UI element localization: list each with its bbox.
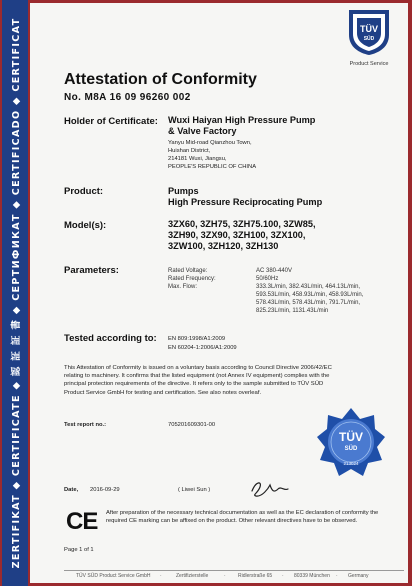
date-label: Date, — [64, 487, 79, 493]
holder-name-line2: & Valve Factory — [168, 126, 237, 136]
ce-mark-text: CE — [66, 508, 98, 533]
seal-number-text: 213024 — [343, 461, 359, 466]
product-line1: Pumps — [168, 186, 199, 196]
param-rated-voltage-value: AC 380-440V — [256, 268, 293, 274]
holder-address-line: PEOPLE'S REPUBLIC OF CHINA — [168, 164, 257, 170]
document-title: Attestation of Conformity — [64, 71, 257, 88]
holder-address-line: Huishan District, — [168, 148, 211, 154]
models-line: 3ZH90, 3ZX90, 3ZH100, 3ZX100, — [168, 230, 306, 240]
parameters-label: Parameters: — [64, 265, 119, 276]
product-label: Product: — [64, 186, 104, 197]
ce-note-text: After preparation of the necessary technical documentation as well as the EC declaration of conformity the required CE marking can be affixed on the product. Other relevant directives have to be observed. — [106, 510, 379, 524]
param-flow-line: 825.23L/min, 1131.43L/min — [256, 308, 329, 314]
tested-standard: EN 809:1998/A1:2009 — [168, 336, 226, 342]
logo-brand-text: TÜV — [360, 24, 378, 34]
signer-name: ( Liwei Sun ) — [178, 487, 211, 493]
models-line: 3ZW100, 3ZH120, 3ZH130 — [168, 241, 279, 251]
footer-separator: · — [224, 573, 226, 579]
test-report-label: Test report no.: — [64, 422, 107, 428]
footer-divider — [64, 570, 404, 571]
logo-sub-text: SÜD — [363, 36, 375, 42]
footer-city: 80339 München — [294, 573, 330, 579]
test-report-number: 705201609301-00 — [168, 422, 216, 428]
tested-standard: EN 60204-1:2006/A1:2009 — [168, 345, 237, 351]
tuv-sud-seal-icon — [316, 407, 386, 477]
statement-text: This Attestation of Conformity is issued on a voluntary basis according to Council Directive 2006/42/EC relating to machinery. It confirms that the listed equipment (not Annex IV equipment) complies with the principal protection requirements of the directive. It refers only to the sample submitted to TÜV SÜD Product Service GmbH for testing and certification. See also notes overleaf. — [64, 365, 332, 396]
date-value: 2016-09-29 — [90, 487, 120, 493]
footer-street: Ridlerstraße 65 — [238, 573, 273, 579]
page-number: Page 1 of 1 — [64, 547, 94, 553]
certificate-sidebar — [2, 0, 28, 586]
footer-separator: · — [336, 573, 338, 579]
signature-icon — [248, 477, 298, 499]
param-max-flow-key: Max. Flow: — [168, 284, 198, 290]
param-flow-line: 593.53L/min, 458.93L/min, 458.93L/min, — [256, 292, 364, 298]
tested-label: Tested according to: — [64, 333, 157, 344]
holder-name-line1: Wuxi Haiyan High Pressure Pump — [168, 115, 316, 125]
param-rated-voltage-key: Rated Voltage: — [168, 268, 208, 274]
footer-separator: · — [160, 573, 162, 579]
holder-address-line: 214181 Wuxi, Jiangsu, — [168, 156, 227, 162]
certificate-page — [30, 3, 408, 583]
param-rated-frequency-key: Rated Frequency: — [168, 276, 216, 282]
sidebar-certificate-text: ZERTIFIKAT ◆ CERTIFICATE ◆ 認 証 証 書 ◆ СЕРТИФИКАТ ◆ CERTIFICADO ◆ CERTIFICAT — [11, 17, 22, 569]
footer-country: Germany — [348, 573, 369, 579]
param-flow-line: 578.43L/min, 578.43L/min, 791.7L/min, — [256, 300, 361, 306]
seal-brand-text: TÜV — [339, 430, 363, 444]
product-line2: High Pressure Reciprocating Pump — [168, 197, 323, 207]
ce-mark-icon — [65, 507, 101, 533]
holder-label: Holder of Certificate: — [64, 116, 158, 127]
footer-company: TÜV SÜD Product Service GmbH — [76, 573, 151, 579]
document-number: No. M8A 16 09 96260 002 — [64, 92, 191, 103]
tuv-sud-logo-icon — [344, 7, 394, 57]
models-label: Model(s): — [64, 220, 107, 231]
models-line: 3ZX60, 3ZH75, 3ZH75.100, 3ZW85, — [168, 219, 316, 229]
param-max-flow-value: 333.3L/min, 382.43L/min, 464.13L/min, — [256, 284, 361, 290]
footer-separator: · — [282, 573, 284, 579]
logo-caption: Product Service — [349, 61, 389, 67]
holder-address-line: Yanyu Mid-road Qianzhou Town, — [168, 140, 252, 146]
seal-sub-text: SÜD — [344, 446, 358, 452]
footer-dept: Zertifizierstelle — [176, 573, 209, 579]
param-rated-frequency-value: 50/60Hz — [256, 276, 279, 282]
